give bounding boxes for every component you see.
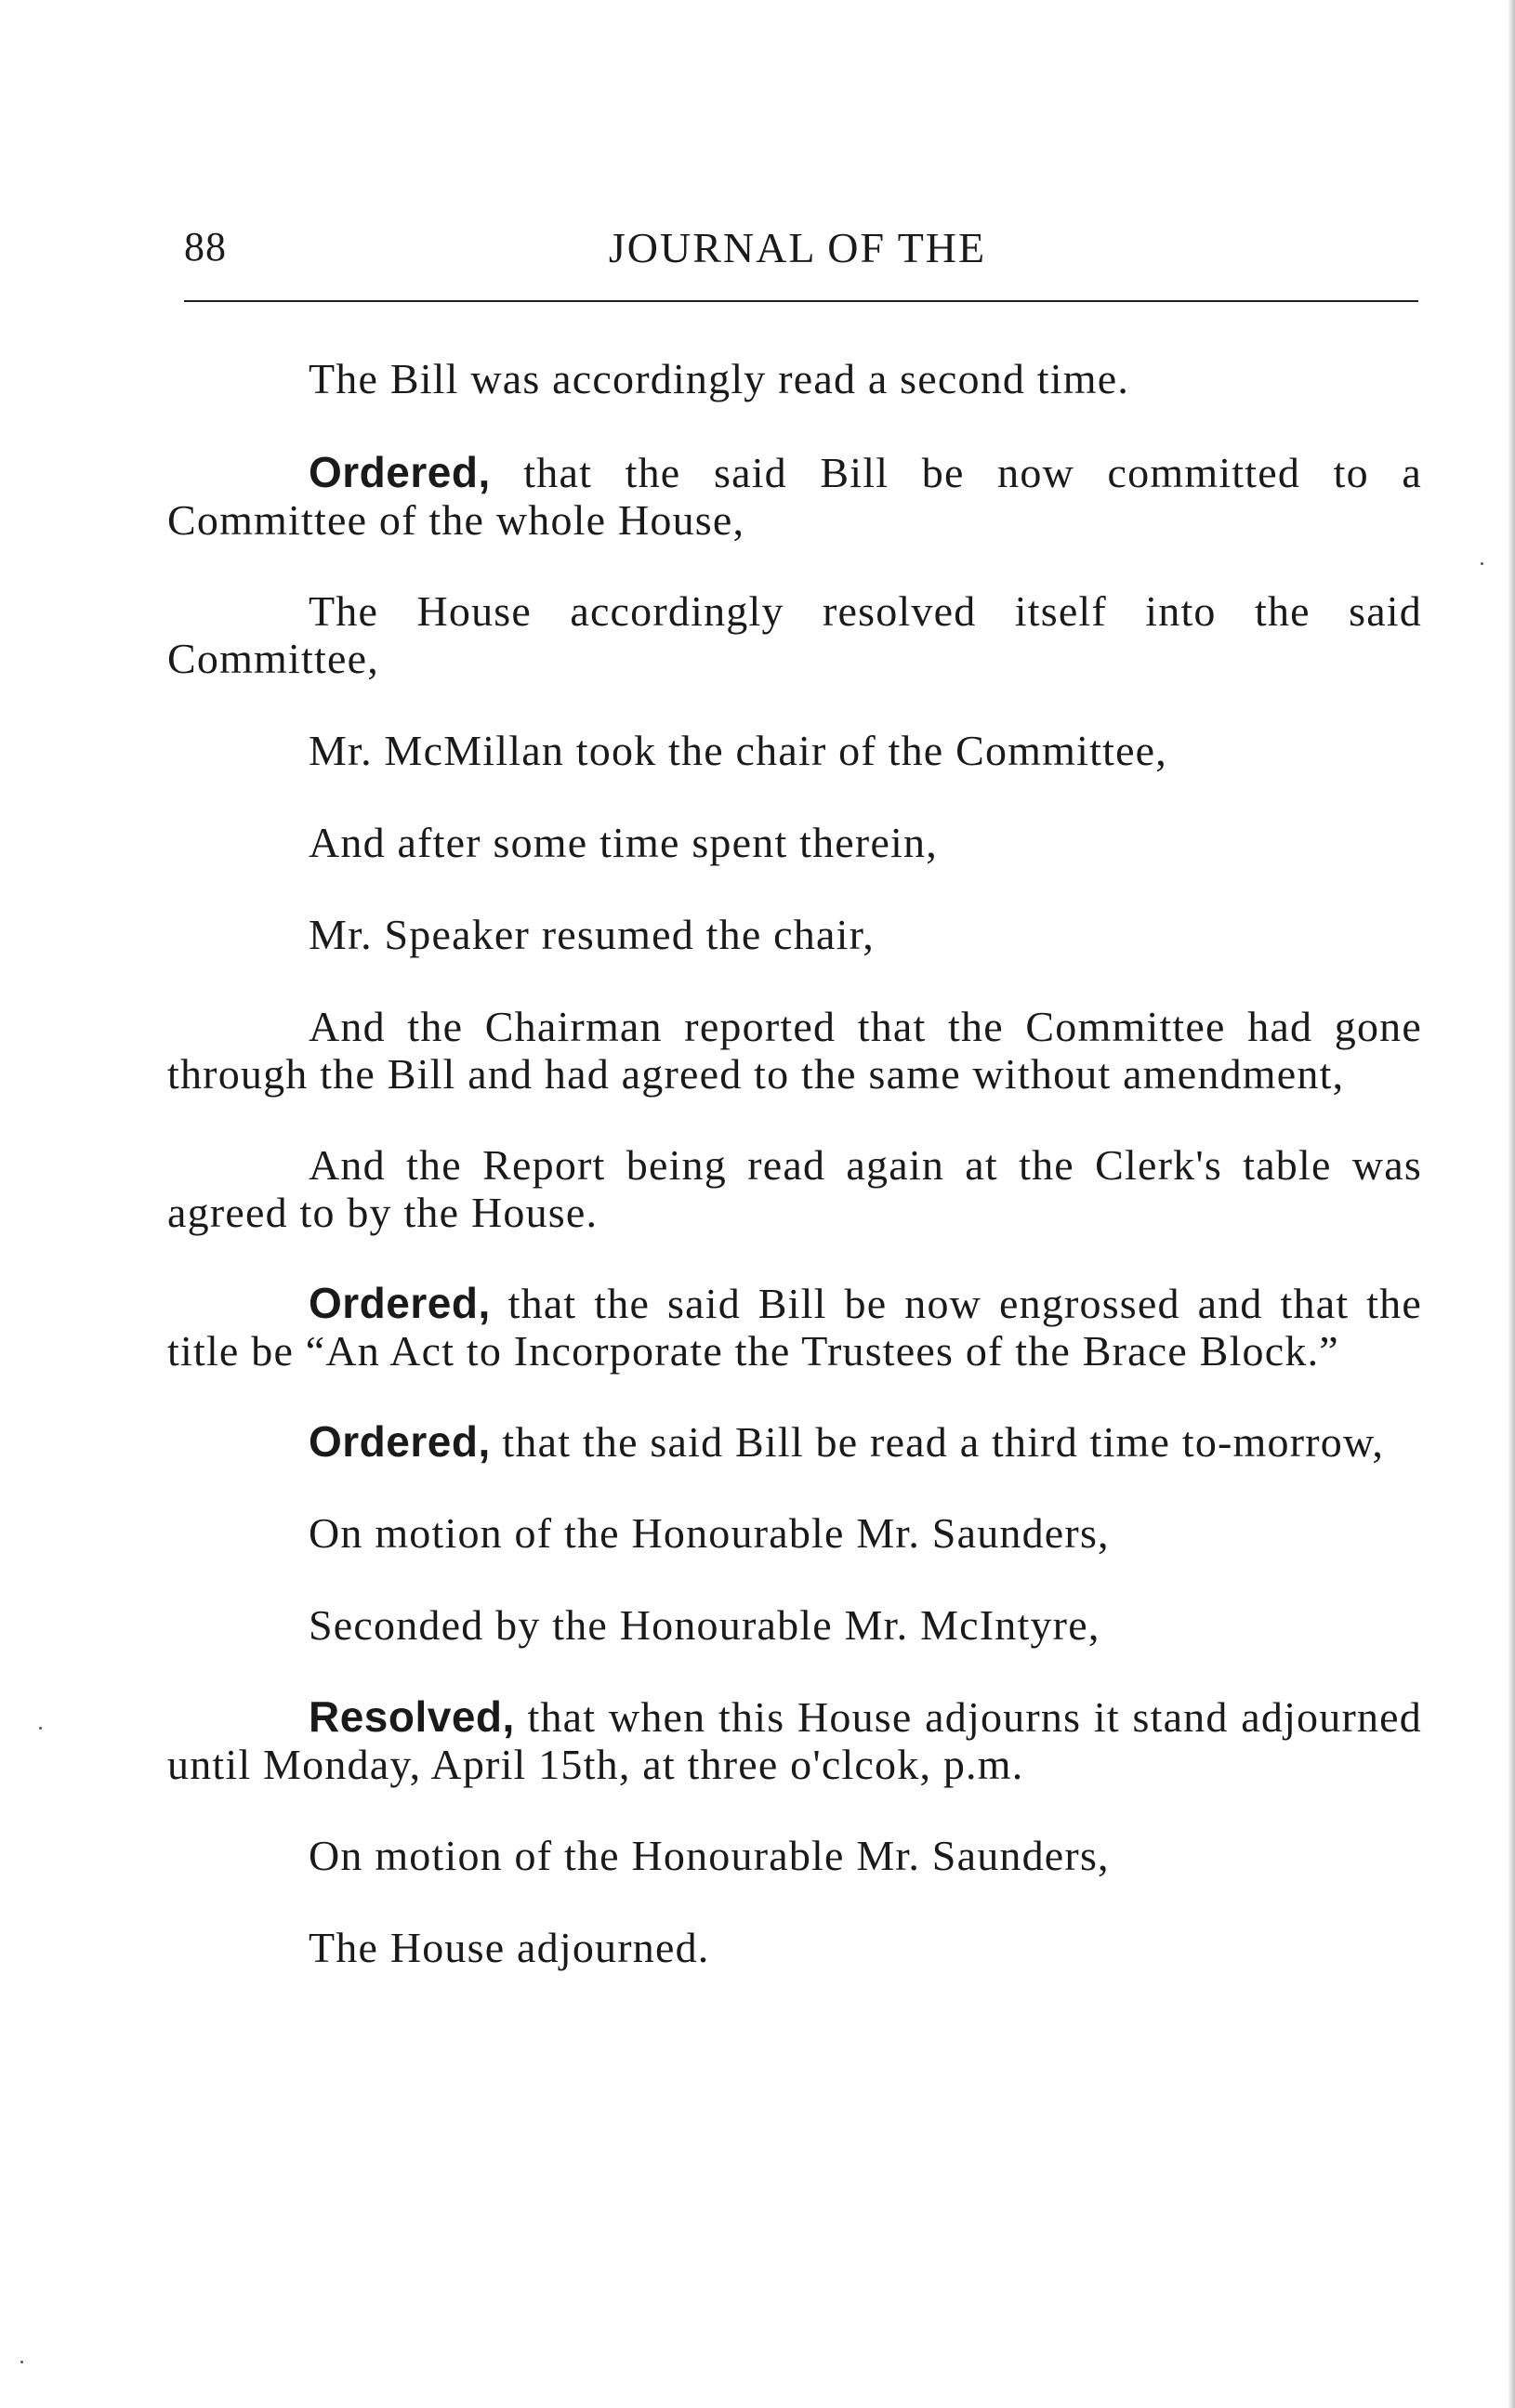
paragraph-ordered-third-reading xyxy=(167,1418,1422,1466)
paragraph-ordered-engrossed xyxy=(167,1280,1422,1375)
paragraph-second-reading xyxy=(167,355,1422,402)
paragraph-motion-saunders-2 xyxy=(167,1832,1422,1879)
paragraph-chairman-reported xyxy=(167,1003,1422,1098)
paragraph-motion-saunders xyxy=(167,1509,1422,1557)
paragraph-text: On motion of the Honourable Mr. Saunders, xyxy=(309,1509,1110,1557)
page-edge-shadow xyxy=(1508,0,1515,2408)
paragraph-text: And the Report being read again at the Clerk's table was agreed to by the House. xyxy=(167,1141,1422,1236)
paragraph-resolved-adjourn xyxy=(167,1693,1422,1788)
scan-speck xyxy=(20,2361,23,2363)
paragraph-lead: Ordered, xyxy=(309,448,491,496)
paragraph-resolved-committee xyxy=(167,587,1422,682)
paragraph-seconded-mcintyre xyxy=(167,1601,1422,1649)
paragraph-text: The House accordingly resolved itself into the said Committee, xyxy=(167,587,1422,682)
paragraph-lead: Ordered, xyxy=(309,1417,491,1466)
paragraph-text: And after some time spent therein, xyxy=(309,819,938,866)
paragraph-house-adjourned xyxy=(167,1924,1422,1971)
paragraph-text: that when this House adjourns it stand adjourned until Monday, April 15th, at three o'clcok, p.m. xyxy=(167,1693,1422,1788)
paragraph-speaker-resumed xyxy=(167,911,1422,958)
paragraph-ordered-committed xyxy=(167,449,1422,544)
scan-speck xyxy=(1481,562,1483,565)
header-rule xyxy=(184,300,1418,302)
paragraph-lead: Ordered, xyxy=(309,1279,491,1327)
page-header xyxy=(184,223,1418,279)
paragraph-text: The Bill was accordingly read a second time. xyxy=(309,355,1130,402)
paragraph-text: And the Chairman reported that the Committee had gone through the Bill and had agreed to the same without amendment, xyxy=(167,1003,1422,1098)
paragraph-report-agreed xyxy=(167,1141,1422,1236)
paragraph-text: On motion of the Honourable Mr. Saunders, xyxy=(309,1832,1110,1879)
paragraph-mcmillan-chair xyxy=(167,727,1422,774)
paragraph-text: The House adjourned. xyxy=(309,1924,710,1971)
paragraph-text: that the said Bill be read a third time to-morrow, xyxy=(490,1418,1385,1466)
scan-speck xyxy=(39,1727,42,1730)
journal-body xyxy=(167,355,1422,1971)
page-number: 88 xyxy=(184,224,227,270)
paragraph-time-spent xyxy=(167,819,1422,866)
paragraph-text: Mr. Speaker resumed the chair, xyxy=(309,911,875,958)
running-head: JOURNAL OF THE xyxy=(608,224,987,271)
paragraph-text: that the said Bill be now committed to a Committee of the whole House, xyxy=(167,449,1422,544)
paragraph-lead: Resolved, xyxy=(309,1692,515,1741)
paragraph-text: Mr. McMillan took the chair of the Committee, xyxy=(309,727,1168,774)
paragraph-text: that the said Bill be now engrossed and that the title be “An Act to Incorporate the Trustees of the Brace Block.” xyxy=(167,1280,1422,1375)
paragraph-text: Seconded by the Honourable Mr. McIntyre, xyxy=(309,1601,1100,1649)
